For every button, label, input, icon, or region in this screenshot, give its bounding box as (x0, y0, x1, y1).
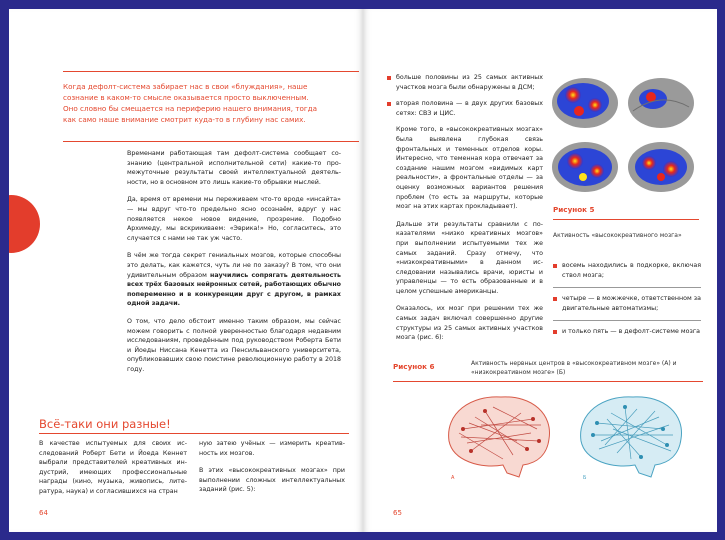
paragraph (127, 251, 341, 309)
brain-connectivity-diagram (441, 389, 691, 481)
right-paragraphs (387, 125, 543, 342)
callout-bottom-rule (63, 141, 359, 142)
bullet-text: вторая половина — в двух других базовых сетях: СВЗ и ЦИС. (396, 100, 543, 117)
label-a: А (451, 475, 455, 481)
brain-scan-3 (552, 142, 618, 192)
left-bottom-col-1 (39, 439, 187, 505)
figure-5-label: Рисунок 5 (553, 205, 595, 214)
paragraph: В качестве испытуемых для своих исследований Роберт Бети и Йоеда Кеннет выбрали представителей креативных индустрий, имеющих профессиональные награды (кино, музыка, живопись, литература, наука) и согласившихся на стран (39, 440, 187, 495)
paragraph: В этих «высококреативных мозгах» при выполнении сложных интеллектуальных заданий (рис. 5): (199, 467, 345, 494)
bullet-item (553, 294, 701, 313)
label-b: Б (583, 475, 587, 481)
bullet-text: восемь находились в подкорке, включая ствол мозга; (562, 262, 701, 279)
brain-b-low-creative (581, 397, 682, 477)
bullet-item (387, 73, 543, 92)
bullet-item (553, 327, 701, 337)
figure-6-rule (393, 381, 703, 382)
bullet-item (387, 99, 543, 118)
page-number: 64 (39, 509, 48, 517)
bullet-text: четыре — в можжечке, ответственном за двигательные автоматизмы; (562, 295, 701, 312)
bullet-marker (387, 102, 391, 106)
emphasis-text: научились сопрягать деятельность всех трёх базовых нейронных сетей, работающих обычно попеременно и в конкуренции друг с другом, в рамках одной задачи. (127, 271, 341, 308)
heading-rule (39, 433, 349, 434)
right-page (363, 9, 717, 532)
bullet-text: больше половины из 25 самых активных участков мозга были обнаружены в ДСМ; (396, 74, 543, 91)
left-body-column (127, 149, 341, 382)
left-page (9, 9, 363, 532)
brain-a-high-creative (449, 397, 550, 477)
paragraph: ную затею учёных — измерить креативность их мозгов. (199, 440, 345, 457)
figure-6-label: Рисунок 6 (393, 362, 435, 371)
bullet-marker (553, 264, 557, 268)
brain-scan-2 (628, 78, 694, 128)
right-text-column (387, 73, 543, 351)
decorative-red-circle (9, 195, 40, 253)
figure-5-list (553, 261, 701, 344)
paragraph: Да, время от времени мы переживаем что-то вроде «инсайта» — мы вдруг что-то предельно ясно осознаём, вдруг у нас появляется некое новое видение, прозрение. Подобно Архимеду, мы вскрикиваем: «Эврика!» Но, согласитесь, это случается с нами не так уж часто. (127, 196, 341, 242)
list-divider (553, 320, 701, 321)
paragraph: Кроме того, в «высококреативных мозгах» была выявлена глубокая связь фронтальных и теменных отделов коры. Интересно, что теменная кора отвечает за создание нашим мозгом «видимых карт реальности», а фронтальные отделы — за оценку возможных вариантов решения проблем (то есть за маршруты, которые мозг на этих картах прокладывает). (396, 126, 543, 211)
brain-scan-4 (628, 142, 694, 192)
section-heading: Всё-таки они разные! (39, 417, 171, 431)
bullet-marker (553, 297, 557, 301)
bullet-text: и только пять — в дефолт-системе мозга (562, 328, 701, 336)
paragraph: Дальше эти результаты сравнили с показателями «низко креативных мозгов» при выполнении испытуемыми тех же самых заданий. Сразу отмечу, что «низкокреативными» в данном исследовании назывались врачи, юристы и управленцы — то есть образованные и в целом успешные американцы. (396, 220, 543, 295)
fmri-brain-scans (549, 71, 699, 201)
callout-top-rule (63, 71, 359, 72)
paragraph: Временами работающая там дефолт-система сообщает сознанию (центральной исполнительной сети) какие-то промежуточные результаты своей интеллектуальной деятельности, но в основном это лишь какие-то обрывки мыслей. (127, 150, 341, 186)
paragraph: Оказалось, их мозг при решении тех же самых задач включал совершенно другие структуры из 25 самых активных участков мозга (рис. 6): (396, 305, 543, 342)
bullet-marker (553, 330, 557, 334)
figure-6-caption: Активность нервных центров в «высококреативном мозге» (А) и «низкокреативном мозге» (Б) (471, 360, 677, 376)
brain-scan-1 (552, 78, 618, 128)
list-divider (553, 287, 701, 288)
left-bottom-col-2 (199, 439, 345, 503)
bullet-marker (387, 76, 391, 80)
paragraph: О том, что дело обстоит именно таким образом, мы сейчас можем говорить с полной уверенностью благодаря недавним исследованиям, проведённым под руководством Роберта Бети и Йоеды Ниссана Кенетта из Пенсильванского университета, опубликовавших свою поистине революционную работу в 2018 году. (127, 317, 341, 373)
figure-5-rule (553, 219, 699, 220)
page-number: 65 (393, 509, 402, 517)
bullet-item (553, 261, 701, 280)
pull-quote: Когда дефолт-система забирает нас в свои «блуждания», наше сознание в каком-то смысле оказывается просто выключенным. Оно словно бы смещается на периферию нашего внимания, тогда как само наше внимание смотрит куда-то в глубину нас самих. (63, 82, 318, 124)
figure-5-caption: Активность «высококреативного мозга» (553, 232, 682, 239)
paragraph-text: В чём же тогда секрет гениальных мозгов, которые способны это делать, как кажется, чуть ли не по заказу? В том, что они удивительным образом (127, 252, 341, 279)
